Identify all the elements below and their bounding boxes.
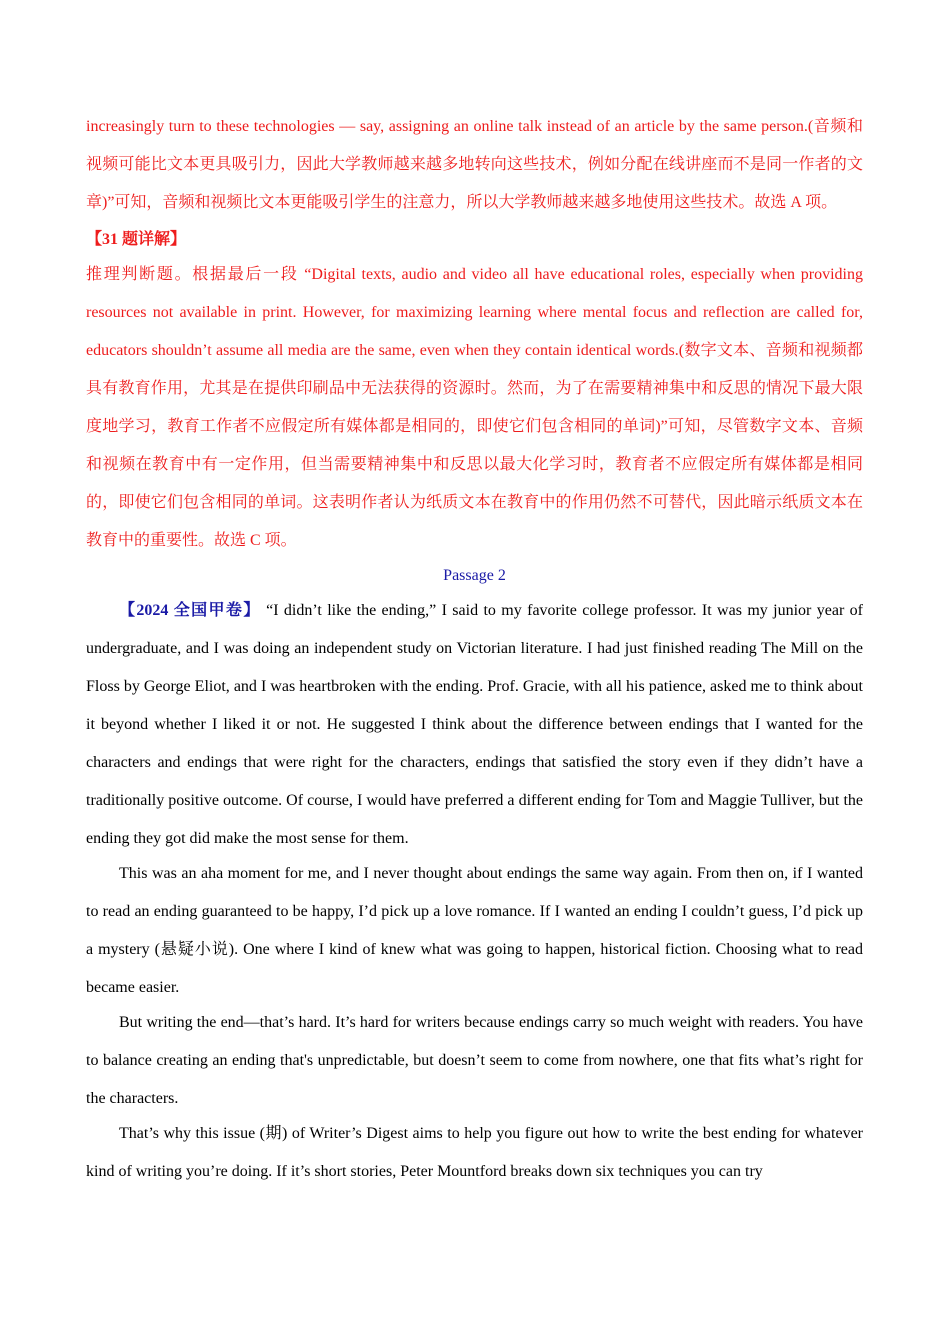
answer-31-explanation: 推理判断题。根据最后一段 “Digital texts, audio and video all have educational roles, especially when providing resources not available in print. However, for maximizing learning where mental focus and reflection are called for, educators shouldn’t assume all media are the same, even when they contain identical words.(数字文本、音频和视频都具有教育作用，尤其是在提供印刷品中无法获得的资源时。然而，为了在需要精神集中和反思的情况下最大限度地学习，教育工作者不应假定所有媒体都是相同的，即使它们包含相同的单词)”可知，尽管数字文本、音频和视频在教育中有一定作用，但当需要精神集中和反思以最大化学习时，教育者不应假定所有媒体都是相同的，即使它们包含相同的单词。这表明作者认为纸质文本在教育中的作用仍然不可替代，因此暗示纸质文本在教育中的重要性。故选 C 项。 <box>86 266 863 549</box>
passage-title: Passage 2 <box>443 567 506 584</box>
passage-paragraph-text: “I didn’t like the ending,” I said to my favorite college professor. It was my junior year of undergraduate, and I was doing an independent study on Victorian literature. I had just finished reading The Mill on the Floss by George Eliot, and I was heartbroken with the ending. Prof. Gracie, with all his patience, asked me to think about it beyond whether I liked it or not. He suggested I think about the difference between endings that I wanted for the characters and endings that were right for the characters, endings that satisfied the story even if they didn’t have a traditionally positive outcome. Of course, I would have preferred a different ending for Tom and Maggie Tulliver, but the ending they got did make the most sense for them. <box>86 602 863 847</box>
document-page <box>86 108 863 1191</box>
passage-paragraph: That’s why this issue (期) of Writer’s Digest aims to help you figure out how to write the best ending for whatever kind of writing you’re doing. If it’s short stories, Peter Mountford breaks down six techniques you can try <box>86 1125 863 1180</box>
answer-30-explanation: increasingly turn to these technologies — say, assigning an online talk instead of an article by the same person.(音频和视频可能比文本更具吸引力，因此大学教师越来越多地转向这些技术，例如分配在线讲座而不是同一作者的文章)”可知，音频和视频比文本更能吸引学生的注意力，所以大学教师越来越多地使用这些技术。故选 A 项。 <box>86 118 863 211</box>
passage-paragraph: This was an aha moment for me, and I never thought about endings the same way again. From then on, if I wanted to read an ending guaranteed to be happy, I’d pick up a love romance. If I wanted an ending I couldn’t guess, I’d pick up a mystery (悬疑小说). One where I kind of knew what was going to happen, historical fiction. Choosing what to read became easier. <box>86 865 863 996</box>
answer-31-heading: 【31 题详解】 <box>86 231 187 248</box>
source-tag: 【2024 全国甲卷】 <box>119 602 261 619</box>
passage-paragraph <box>86 592 863 858</box>
passage-paragraph: But writing the end—that’s hard. It’s hard for writers because endings carry so much weight with readers. You have to balance creating an ending that's unpredictable, but doesn’t seem to come from nowhere, one that fits what’s right for the characters. <box>86 1014 863 1107</box>
